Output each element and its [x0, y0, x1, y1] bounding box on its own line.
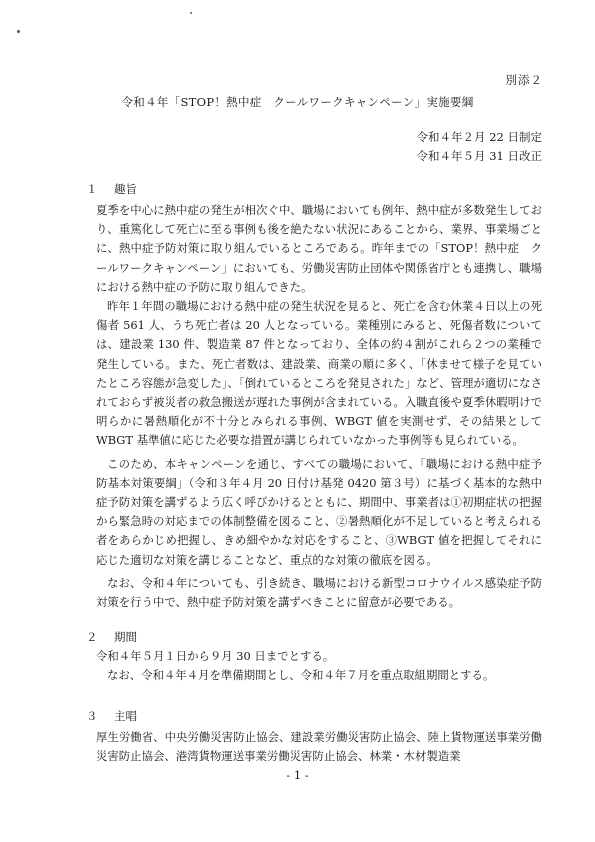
paragraph: なお、令和４年についても、引き続き、職場における新型コロナウイルス感染症予防対策を行う中で、熱中症予防対策を講ずべきことに留意が必要である。	[96, 575, 542, 610]
paragraph: 昨年１年間の職場における熱中症の発生状況を見ると、死亡を含む休業４日以上の死傷者 561 人、うち死亡者は 20 人となっている。業種別にみると、死傷者数については、建設業 130 件、製造業 87 件となっており、全体の約４割がこれら２つの業種で発生している。また、死亡者数は、建設業、商業の順に多く、「休ませて様子を見ていたところ容態が急変した」、「倒れているところを発見された」など、管理が適切になされておらず被災者の救急搬送が遅れた事例が含まれている。入職直後や夏季休暇明けで明らかに暑熱順化が不十分とみられる事例、WBGT 値を実測せず、その結果として WBGT 基準値に応じた必要な措置が講じられていなかった事例等も見られている。	[96, 299, 542, 448]
section-number: １	[86, 182, 98, 196]
section-number: ３	[86, 709, 98, 723]
document-title: 令和４年「STOP！熱中症 クールワークキャンペーン」実施要綱	[121, 95, 474, 109]
section-title: 期間	[114, 630, 137, 644]
scan-speck	[17, 30, 20, 33]
paragraph: このため、本キャンペーンを通じ、すべての職場において、「職場における熱中症予防基本対策要綱」（令和３年４月 20 日付け基発 0420 第３号）に基づく基本的な熱中症予防対策を講ずるよう広く呼びかけるとともに、期間中、事業者は①初期症状の把握から緊急時の対応までの体制整備を図ること、②暑熱順化が不足していると考えられる者をあらかじめ把握し、きめ細やかな対応をすること、③WBGT 値を把握してそれに応じた適切な対策を講じることなど、重点的な対策の徹底を図る。	[96, 456, 542, 567]
appendix-label: 別添２	[505, 73, 543, 87]
section-title: 趣旨	[114, 182, 137, 196]
period-note: なお、令和４年４月を準備期間とし、令和４年７月を重点取組期間とする。	[107, 668, 495, 683]
scan-speck	[190, 12, 192, 14]
section-heading	[86, 628, 542, 647]
revised-date: 令和４年５月 31 日改正	[416, 149, 542, 163]
enacted-date: 令和４年２月 22 日制定	[416, 130, 542, 144]
section-sponsors	[86, 707, 542, 766]
date-block	[417, 128, 542, 166]
section-purpose	[86, 180, 542, 612]
paragraph: 夏季を中心に熱中症の発生が相次ぐ中、職場においても例年、熱中症が多数発生しており、重篤化して死亡に至る事例も後を絶たない状況にあることから、業界、事業場ごとに、熱中症予防対策に取り組んでいるところである。昨年までの「STOP！熱中症 クールワークキャンペーン」においても、労働災害防止団体や関係省庁とも連携し、職場における熱中症の予防に取り組んできた。	[96, 203, 542, 294]
page-number: - 1 -	[286, 768, 309, 782]
section-number: ２	[86, 630, 98, 644]
section-heading	[86, 180, 542, 199]
section-period	[86, 628, 542, 685]
section-heading	[86, 707, 542, 726]
section-title: 主唱	[114, 709, 137, 723]
paragraph: 厚生労働省、中央労働災害防止協会、建設業労働災害防止協会、陸上貨物運送事業労働災害防止協会、港湾貨物運送事業労働災害防止協会、林業・木材製造業	[96, 730, 542, 764]
period-line: 令和４年５月１日から９月 30 日までとする。	[96, 649, 335, 663]
